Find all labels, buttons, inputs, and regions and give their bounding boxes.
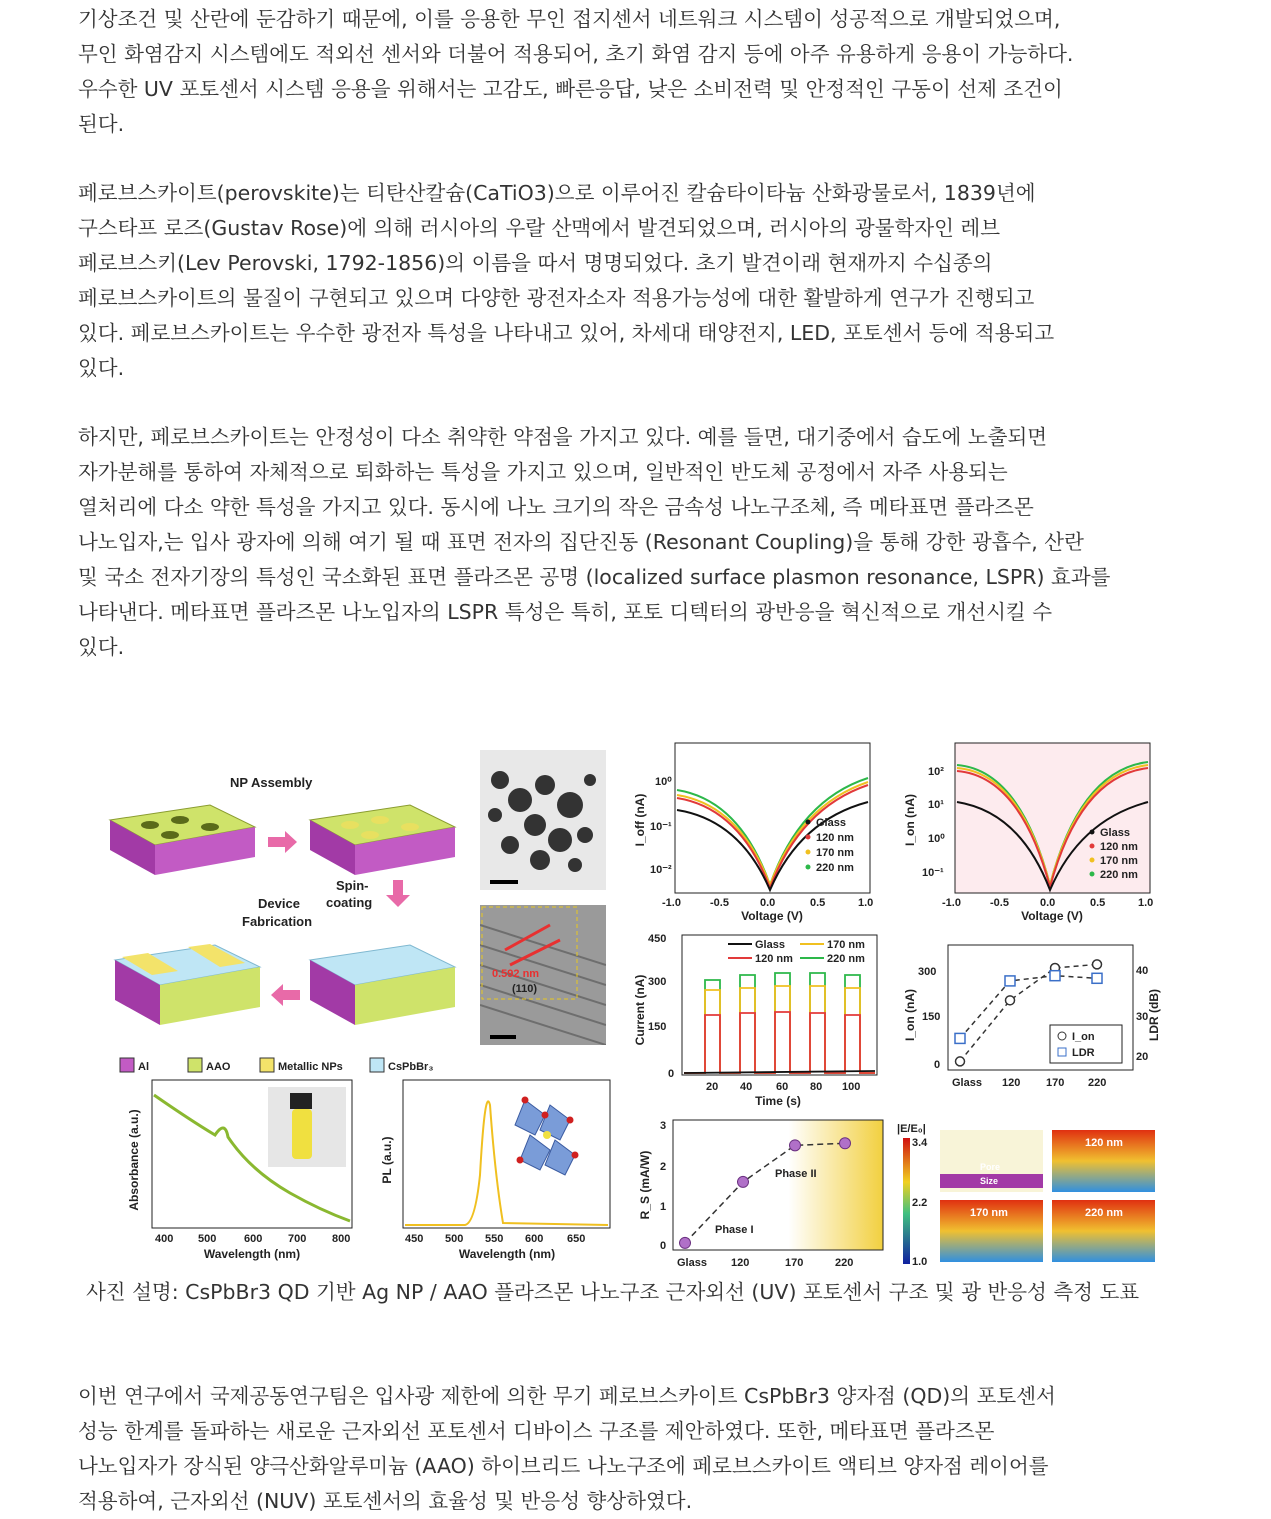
legend-metallic-nps: Metallic NPs [278, 1061, 343, 1073]
legend-item: 170 nm [827, 939, 865, 951]
legend-item: 120 nm [1100, 841, 1138, 853]
rs-point [790, 1140, 801, 1151]
ioff-voltage-chart [630, 740, 885, 930]
xtick: 1.0 [1138, 897, 1154, 909]
text-line: 나노입자가 장식된 양극산화알루미늄 (AAO) 하이브리드 나노구조에 페로브스카이트 액티브 양자점 레이어를 [78, 1454, 1049, 1478]
legend-item: 220 nm [1100, 869, 1138, 881]
xtick: Glass [677, 1257, 707, 1269]
rs-point [680, 1237, 691, 1248]
xtick: 220 [835, 1257, 854, 1269]
xtick: 120 [731, 1257, 750, 1269]
xtick: 100 [842, 1081, 861, 1093]
text-line: 열처리에 다소 약한 특성을 가지고 있다. 동시에 나노 크기의 작은 금속성 나노구조체, 즉 메타표면 플라즈몬 [78, 495, 1034, 519]
ytick-right: 20 [1136, 1051, 1149, 1063]
ion-voltage-chart [900, 740, 1170, 930]
current-ylabel: Current (nA) [633, 974, 647, 1046]
size-label: Size [980, 1176, 999, 1186]
substrate-block-1 [110, 805, 255, 875]
rs-chart [635, 1115, 895, 1275]
figure [100, 735, 1180, 1275]
xtick: 400 [155, 1233, 174, 1245]
ldr-point [955, 1033, 965, 1043]
xtick: 0.5 [1090, 897, 1106, 909]
ytick: 10⁰ [928, 833, 945, 845]
figure-caption: 사진 설명: CsPbBr3 QD 기반 Ag NP / AAO 플라즈몬 나노구조 근자외선 (UV) 포토센서 구조 및 광 반응성 측정 도표 [86, 1280, 1140, 1304]
arrow-down-icon [386, 880, 410, 907]
paragraph-3 [78, 420, 1208, 665]
xtick: 700 [288, 1233, 307, 1245]
ldr-point [1092, 973, 1102, 983]
ytick: 2 [660, 1161, 667, 1173]
xtick: -1.0 [942, 897, 961, 909]
paragraph-4 [78, 1379, 1208, 1519]
xtick: -0.5 [990, 897, 1009, 909]
ytick: 150 [922, 1011, 941, 1023]
ioff-xlabel: Voltage (V) [741, 909, 803, 923]
map-label-170: 170 nm [970, 1207, 1008, 1219]
map-label-120: 120 nm [1085, 1137, 1123, 1149]
scale-bar [490, 880, 518, 884]
tem-image-low-mag [480, 750, 606, 890]
text-line: 페로브스카이트의 물질이 구현되고 있으며 다양한 광전자소자 적용가능성에 대한 활발하게 연구가 진행되고 [78, 286, 1035, 310]
ldr-point [1005, 976, 1015, 986]
scale-tick: 1.0 [912, 1256, 928, 1268]
xtick: 20 [706, 1081, 719, 1093]
legend-item: 120 nm [755, 953, 793, 965]
arrow-right-icon [268, 831, 297, 853]
xtick: -1.0 [662, 897, 681, 909]
text-line: 자가분해를 통하여 자체적으로 퇴화하는 특성을 가지고 있으며, 일반적인 반도체 공정에서 자주 사용되는 [78, 460, 1008, 484]
ion-ylabel: I_on (nA) [903, 794, 917, 846]
ytick: 10⁻¹ [650, 821, 672, 833]
xtick: 500 [445, 1233, 464, 1245]
rs-ylabel: R_S (mA/W) [638, 1150, 652, 1220]
xtick: 0.0 [1040, 897, 1056, 909]
device-fabrication-label-2: Fabrication [242, 914, 313, 929]
phase-1-label: Phase I [715, 1224, 754, 1236]
text-line: 우수한 UV 포토센서 시스템 응용을 위해서는 고감도, 빠른응답, 낮은 소비전력 및 안정적인 구동이 선제 조건이 [78, 77, 1063, 101]
xtick: 800 [332, 1233, 351, 1245]
text-line: 구스타프 로즈(Gustav Rose)에 의해 러시아의 우랄 산맥에서 발견되었으며, 러시아의 광물학자인 레브 [78, 216, 1001, 240]
text-line: 기상조건 및 산란에 둔감하기 때문에, 이를 응용한 무인 접지센서 네트워크 시스템이 성공적으로 개발되었으며, [78, 7, 1061, 31]
legend-item: Glass [755, 939, 785, 951]
ytick: 1 [660, 1201, 667, 1213]
legend-item: I_on [1072, 1031, 1095, 1043]
paragraph-2 [78, 176, 1208, 386]
xtick: 0.0 [760, 897, 776, 909]
np-assembly-label: NP Assembly [230, 775, 313, 790]
xtick: 450 [405, 1233, 424, 1245]
current-time-chart [630, 930, 885, 1115]
text-line: 있다. 페로브스카이트는 우수한 광전자 특성을 나타내고 있어, 차세대 태양전지, LED, 포토센서 등에 적용되고 [78, 321, 1055, 345]
field-map-panel [895, 1120, 1180, 1270]
ytick: 0 [668, 1068, 675, 1080]
ytick: 10¹ [928, 799, 944, 811]
xtick: 120 [1002, 1077, 1021, 1089]
spin-coating-label: Spin- [336, 878, 369, 893]
ytick: 300 [918, 966, 937, 978]
ldr-legend [1050, 1025, 1122, 1063]
text-line: 하지만, 페로브스카이트는 안정성이 다소 취약한 약점을 가지고 있다. 예를 들면, 대기중에서 습도에 노출되면 [78, 425, 1048, 449]
text-line: 이번 연구에서 국제공동연구팀은 입사광 제한에 의한 무기 페로브스카이트 CsPbBr3 양자점 (QD)의 포토센서 [78, 1384, 1056, 1408]
ldr-point [1050, 971, 1060, 981]
map-label-220: 220 nm [1085, 1207, 1123, 1219]
coated-block [310, 945, 455, 1025]
legend-aao: AAO [206, 1061, 231, 1073]
text-line: 적용하여, 근자외선 (NUV) 포토센서의 효율성 및 반응성 향상하였다. [78, 1489, 693, 1513]
ytick: 10⁰ [655, 776, 672, 788]
legend-item: 120 nm [816, 832, 854, 844]
device-block [115, 944, 260, 1025]
text-line: 된다. [78, 112, 125, 136]
xtick: 80 [810, 1081, 823, 1093]
pl-chart [375, 1075, 625, 1270]
ytick: 300 [648, 976, 667, 988]
legend-item: 220 nm [816, 862, 854, 874]
text-line: 있다. [78, 635, 125, 659]
spin-coating-label-2: coating [326, 895, 373, 910]
substrate-block-2 [310, 805, 455, 875]
device-fabrication-label: Device [258, 896, 300, 911]
color-scale-bar [903, 1138, 910, 1264]
absorbance-xlabel: Wavelength (nm) [203, 1247, 301, 1261]
absorbance-ylabel: Absorbance (a.u.) [127, 1109, 141, 1211]
ion-point [1093, 960, 1102, 969]
xtick: 1.0 [858, 897, 874, 909]
ytick: 0 [934, 1059, 941, 1071]
legend-item: 220 nm [827, 953, 865, 965]
xtick: 60 [776, 1081, 789, 1093]
absorbance-chart [120, 1075, 375, 1270]
legend-item: 170 nm [1100, 855, 1138, 867]
ion-ldr-chart [900, 940, 1170, 1105]
ytick-right: 40 [1136, 965, 1149, 977]
d-spacing-label: 0.592 nm [492, 968, 540, 980]
legend-item: 170 nm [816, 847, 854, 859]
xtick: 170 [1046, 1077, 1065, 1089]
schematic-panel [100, 765, 470, 1085]
legend-item: Glass [1100, 827, 1130, 839]
pore-label: Pore [980, 1162, 1001, 1172]
plane-label: (110) [512, 983, 538, 995]
ldr-ion-ylabel: I_on (nA) [903, 989, 917, 1041]
phase-2-label: Phase II [775, 1168, 817, 1180]
text-line: 나노입자,는 입사 광자에 의해 여기 될 때 표면 전자의 집단진동 (Resonant Coupling)을 통해 강한 광흡수, 산란 [78, 530, 1084, 554]
xtick: 500 [198, 1233, 217, 1245]
xtick: 170 [785, 1257, 804, 1269]
text-line: 페로브스카이트(perovskite)는 티탄산칼슘(CaTiO3)으로 이루어진 칼슘타이타늄 산화광물로서, 1839년에 [78, 181, 1036, 205]
text-line: 성능 한계를 돌파하는 새로운 근자외선 포토센서 디바이스 구조를 제안하였다. 또한, 메타표면 플라즈몬 [78, 1419, 995, 1443]
scale-tick: 3.4 [912, 1137, 928, 1149]
ioff-ylabel: I_off (nA) [633, 793, 647, 847]
xtick: 550 [485, 1233, 504, 1245]
rs-point [738, 1176, 749, 1187]
ytick: 10² [928, 766, 944, 778]
tem-image-high-mag [480, 905, 606, 1045]
text-line: 페로브스키(Lev Perovski, 1792-1856)의 이름을 따서 명명되었다. 초기 발견이래 현재까지 수십종의 [78, 251, 993, 275]
ytick-right: 30 [1136, 1011, 1149, 1023]
pl-xlabel: Wavelength (nm) [458, 1247, 556, 1261]
xtick: 220 [1088, 1077, 1107, 1089]
schematic-legend [120, 1058, 433, 1073]
pl-ylabel: PL (a.u.) [380, 1136, 394, 1184]
legend-cspbbr3: CsPbBr₃ [388, 1061, 434, 1073]
legend-item: Glass [816, 817, 846, 829]
text-line: 무인 화염감지 시스템에도 적외선 센서와 더불어 적용되어, 초기 화염 감지 등에 아주 유용하게 응용이 가능하다. [78, 42, 1074, 66]
arrow-left-icon [271, 984, 300, 1006]
ytick: 450 [648, 933, 667, 945]
ytick: 150 [648, 1021, 667, 1033]
text-line: 및 국소 전자기장의 특성인 국소화된 표면 플라즈몬 공명 (localized surface plasmon resonance, LSPR) 효과를 [78, 565, 1111, 589]
xtick: 650 [567, 1233, 586, 1245]
legend-al: Al [138, 1061, 149, 1073]
text-line: 나타낸다. 메타표면 플라즈몬 나노입자의 LSPR 특성은 특히, 포토 디텍터의 광반응을 혁신적으로 개선시킬 수 [78, 600, 1052, 624]
ion-point [1006, 996, 1015, 1005]
ytick: 0 [660, 1240, 667, 1252]
xtick: -0.5 [710, 897, 729, 909]
field-scale-label: |E/E₀| [897, 1123, 926, 1135]
xtick: 0.5 [810, 897, 826, 909]
ytick: 3 [660, 1120, 667, 1132]
ytick: 10⁻² [650, 864, 672, 876]
current-xlabel: Time (s) [755, 1094, 801, 1108]
legend-item: LDR [1072, 1047, 1095, 1059]
ion-xlabel: Voltage (V) [1021, 909, 1083, 923]
rs-point [840, 1138, 851, 1149]
paragraph-1 [78, 2, 1208, 142]
xtick: Glass [952, 1077, 982, 1089]
xtick: 600 [525, 1233, 544, 1245]
scale-bar [490, 1035, 516, 1039]
xtick: 600 [244, 1233, 263, 1245]
ytick: 10⁻¹ [922, 867, 944, 879]
ion-point [956, 1057, 965, 1066]
ldr-ylabel: LDR (dB) [1147, 989, 1161, 1041]
text-line: 있다. [78, 356, 125, 380]
xtick: 40 [740, 1081, 753, 1093]
scale-tick: 2.2 [912, 1197, 928, 1209]
